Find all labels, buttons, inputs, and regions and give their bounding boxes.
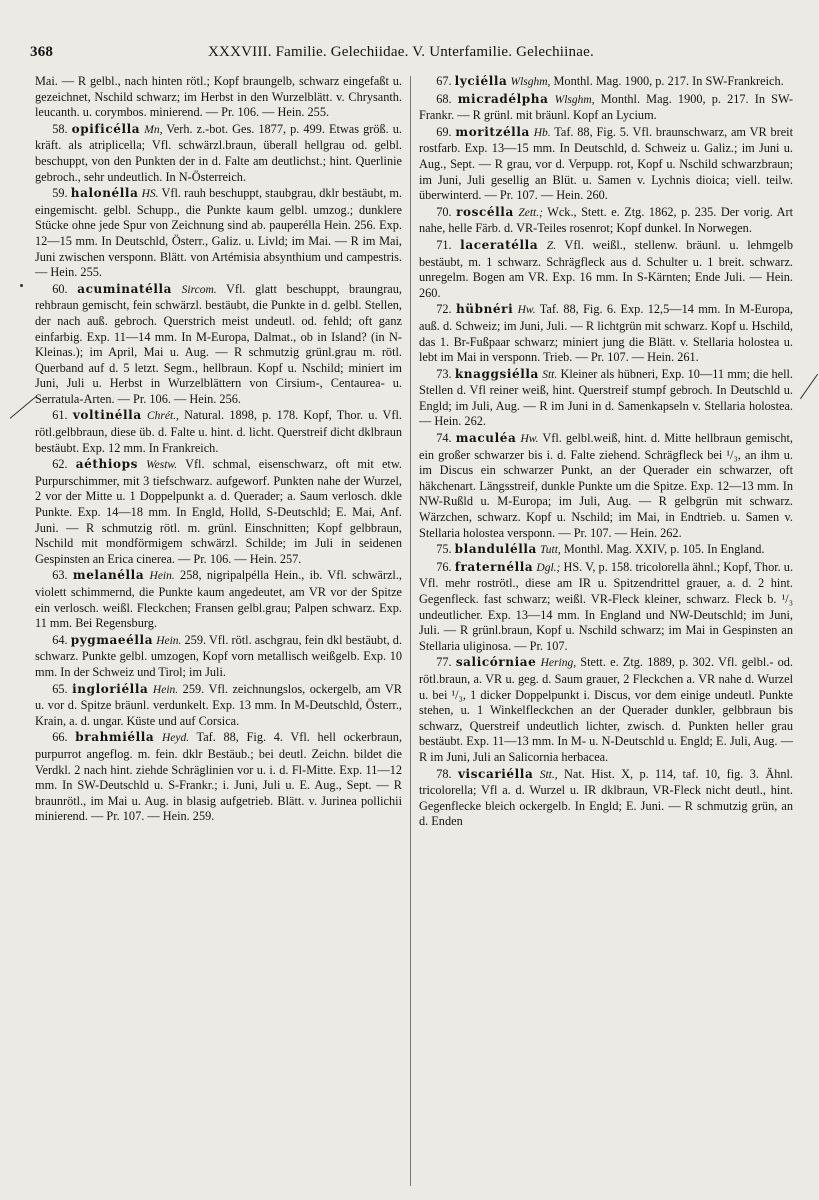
entry-text: Nat. Hist. X, p. 114, taf. 10, fig. 3. Ähnl. tricolorella; Vfl a. d. Wurzel u. IR dklbraun, VR-Fleck nicht deutl., hint. Gegenflecke bleich ockergelb. In Engld; E. Juni. — R schmutzig grün, an d. Enden	[419, 766, 793, 829]
author-citation: Hein.	[152, 683, 179, 696]
author-citation: HS.	[141, 188, 159, 201]
entry-text: HS. V, p. 158. tricolorella ähnl.; Kopf, Thor. u. Vfl. mehr roströtl., diese am IR u. Spitzendrittel grauer, a. d. 2 hint. Gegenfleck. fast schwarz; weißl. VR-Fleck kleiner, schwarz. Fleck b. ¹/₃ undeutlicher. Exp. 13—14 mm. In England und NW-Deutschld; im Juni, Juli. — R grünl.braun, Kopf u. Nschild schwarz; im Mai in Gespinsten an Stellaria uliginosa. — Pr. 107.	[419, 559, 794, 653]
entry-text: Mai. — R gelbl., nach hinten rötl.; Kopf braungelb, schwarz eingefaßt u. gezeichnet, Nschild schwarz; im Herbst in den Wurzelblätt. v. Chrysanth. leucanth. u. corymbos. minierend. — Pr. 106. — Hein. 255.	[35, 74, 402, 120]
author-citation: Sircom.	[181, 283, 217, 296]
species-name: pygmaeélla	[70, 632, 154, 647]
entry-text: 259. Vfl. zeichnungslos, ockergelb, am VR u. vor d. Spitze bräunl. verdunkelt. Exp. 13 mm. In M-Deutschld, Österr., Krain, a. d. ungar. Küste und auf Corsica.	[35, 681, 403, 728]
author-citation: Chrét.,	[146, 410, 179, 423]
entry-number: 71.	[436, 237, 452, 252]
entry-number: 63.	[52, 568, 68, 583]
entry-text: Monthl. Mag. XXIV, p. 105. In England.	[560, 542, 765, 557]
species-name: moritzélla	[455, 124, 530, 139]
species-entry	[419, 238, 793, 301]
species-name: opificélla	[71, 121, 141, 136]
entry-text: Wck., Stett. e. Ztg. 1862, p. 235. Der vorig. Art nahe, helle Färb. d. VR-Teiles rosenrot; Kopf dunkel. In Norwegen.	[419, 204, 794, 236]
entry-text: Monthl. Mag. 1900, p. 217. In SW-Frankr. — R grünl. mit bräunl. Kopf an Lycium.	[419, 91, 794, 123]
entry-number: 64.	[52, 632, 68, 647]
margin-pencil-mark	[800, 374, 818, 399]
entry-number: 59.	[52, 186, 68, 201]
species-entry	[35, 682, 402, 730]
species-entry	[419, 655, 793, 765]
entry-text: Vfl. rauh beschuppt, staubgrau, dklr bestäubt, m. eingemischt. gelbl. Schupp., die Punkte kaum gelbl. umzog.; dunklere Stücke ohne jede Spur von Zeichnung sind ab. pauperélla Hein. 256. Exp. 12—15 mm. In Deutschld, Österr., Galiz. u. Livld; im Mai. — R im Mai, Juni zwischen versponn. Blätt. von Artémisia absynthium und campestris. — Hein. 255.	[35, 186, 403, 280]
author-citation: Heyd.	[161, 732, 190, 745]
left-column	[35, 74, 402, 825]
author-citation: Z.	[546, 239, 557, 252]
entry-number: 60.	[52, 281, 68, 296]
species-entry	[419, 205, 793, 237]
page-number: 368	[30, 44, 54, 60]
author-citation: Hein.	[149, 570, 175, 583]
species-entry	[35, 74, 402, 121]
author-citation: Dgl.;	[536, 561, 561, 574]
species-entry	[419, 367, 793, 430]
entry-number: 67.	[436, 74, 452, 88]
species-name: laceratélla	[460, 237, 539, 252]
species-entry	[35, 568, 402, 631]
species-entry	[419, 302, 793, 365]
species-entry	[35, 282, 402, 408]
margin-pencil-mark	[10, 396, 37, 419]
species-entry	[35, 122, 402, 185]
author-citation: Wlsghm,	[554, 93, 595, 106]
entry-number: 76.	[436, 559, 452, 574]
author-citation: Hering,	[540, 657, 577, 670]
entry-text: Vfl. schmal, eisenschwarz, oft mit etw. Purpurschimmer, mit 3 tiefschwarz. aufgeworf. Punkten nahe der Wurzel, 2 vor der Mitte u. 1 Doppelpunkt a. d. Querader; a. Saum verlosch. dkle Punkte. Exp. 14—18 mm. In Engld, Holld, S-Deutschld; E. Mai, Anf. Juni. — R schmutzig rötl. m. grünl. Einschnitten; Kopf gelbbraun, Nschild mit mondförmigem schwärzl. Schilde; im Juli in seidenen Gespinsten an Erica cinerea. — Pr. 106. — Hein. 257.	[35, 457, 402, 566]
species-name: aéthiops	[75, 457, 138, 472]
entry-number: 61.	[52, 408, 68, 423]
entry-number: 74.	[436, 431, 452, 446]
entry-number: 58.	[52, 121, 68, 136]
species-name: knaggsiélla	[454, 366, 539, 381]
entry-text: Kleiner als hübneri, Exp. 10—11 mm; die hell. Stellen d. Vfl reiner weiß, hint. Querstreif stumpf gebroch. In Deutschld u. Engld; im Juli, Aug. — R im Juni in d. Samenkapseln v. Stellaria holostea. — Hein. 262.	[419, 366, 793, 429]
entry-text: Verh. z.-bot. Ges. 1877, p. 499. Etwas größ. u. kräft. als atriplicella; Vfl. schwärzl.braun, überall hellgrau od. gelbl. beschuppt, von den Punkten der in d. Falte am deutlichst.; hint. Querlinie gebroch., sehr undeutlich. In N-Österreich.	[35, 121, 402, 184]
author-citation: Stt.	[542, 368, 558, 381]
species-entry	[419, 431, 793, 541]
page-header	[30, 44, 800, 68]
running-title: XXXVIII. Familie. Gelechiidae. V. Unterfamilie. Gelechiinae.	[208, 44, 594, 60]
author-citation: Wlsghm,	[510, 76, 551, 88]
species-name: micradélpha	[457, 91, 549, 106]
entry-text: 258, nigripalpélla Hein., ib. Vfl. schwärzl., violett schimmernd, die Punkte kaum angedeutet, am VR vor der Spitze ein verlosch. weißl. Fleckchen; Fransen gelbl.grau; Palpen schwarz. Exp. 11 mm. Bei Regensburg.	[35, 568, 402, 631]
entry-text: 259. Vfl. rötl. aschgrau, fein dkl bestäubt, d. schwarz. Punkte gelbl. umzogen, Kopf vorn metallisch weißgelb. Exp. 10 mm. In der Schweiz und Tirol; im Juli.	[35, 632, 403, 679]
species-name: acuminatélla	[77, 281, 173, 296]
entry-number: 72.	[436, 302, 452, 317]
author-citation: Hw.	[520, 433, 539, 446]
entry-text: Stett. e. Ztg. 1889, p. 302. Vfl. gelbl.- od. rötl.braun, a. VR u. geg. d. Saum grauer, 2 Fleckchen a. VR nahe d. Wurzel u. bei ¹/₃, 1 dicker Doppelpunkt i. Discus, vor dem einige undeutl. Punkte stehen, u. 1 Winkelfleckchen an der Querader dunkler, gelbbraun bis schwarz, Querstreif undeutlich lichter, zwisch. d. Punkten heller grau bestäubt. Exp. 11—13 mm. In M- u. N-Deutschld u. Engld; E. Juli, Aug. — R im Juni, Juli an Salicornia herbacea.	[419, 655, 794, 764]
entry-number: 78.	[436, 766, 452, 781]
entry-number: 77.	[436, 655, 452, 670]
entry-number: 66.	[52, 730, 68, 745]
margin-dot	[20, 284, 23, 287]
species-name: roscélla	[456, 204, 514, 219]
species-name: voltinélla	[72, 408, 142, 423]
entry-text: Taf. 88, Fig. 6. Exp. 12,5—14 mm. In M-Europa, auß. d. Schweiz; im Juni, Juli. — R lichtgrün mit schwarz. Kopf u. Hschild, das 1. Br-Fußpaar schwarz; miniert jung die Blätt. v. Stellaria holostea u. lebt im Mai in versponn. Trieb. — Pr. 107. — Hein. 261.	[419, 302, 793, 365]
entry-text: Taf. 88, Fig. 4. Vfl. hell ockerbraun, purpurrot angeflog. m. fein. dklr Bestäub.; bei deutl. Zeichn. bildet die Verdkl. 2 nach hint. ziehde Schräglinien vor u. i. d. Fl-Mitte. Exp. 11—12 mm. In SW-Deutschld u. S-Frankr.; i. Juni, Juli u. E. Aug., Sept. — R braunrötl., im Mai u. Aug. in blasig aufgetrieb. Blätt. v. Jurinea pollichii minierend. — Pr. 107. — Hein. 259.	[35, 730, 403, 824]
species-entry	[419, 767, 793, 830]
entry-text: Vfl. glatt beschuppt, braungrau, rehbraun gemischt, fein schwärzl. bestäubt, die Punkte in d. gelbl. Stellen, der nach auß. gebroch. Querstrich meist undeutl. od. fehld; oft ganz einfarbig. Exp. 11—14 mm. In M-Europa, Dalmat., ob in Island? (in N-Kleinas.); im April, Mai u. Aug. — R schmutzig grünl.grau m. rötl. Querband auf d. 5 letzt. Segm., hellbraun. Kopf u. Nschild; miniert im Juni, Juli u. Herbst in Wurzelblättern von Cirsium-, Centaurea- u. Serratula-Arten. — Pr. 106. — Hein. 256.	[35, 281, 402, 406]
species-entry	[35, 730, 402, 825]
species-name: fraternélla	[454, 559, 534, 574]
entry-number: 68.	[436, 91, 452, 106]
author-citation: Tutt,	[540, 544, 561, 557]
species-name: viscariélla	[457, 766, 534, 781]
column-divider	[410, 76, 411, 1186]
species-entry	[419, 560, 793, 655]
author-citation: Hein.	[156, 634, 182, 647]
species-entry	[35, 633, 402, 681]
species-name: hübnéri	[455, 302, 514, 317]
entry-number: 65.	[52, 681, 68, 696]
species-name: halonélla	[70, 186, 139, 201]
author-citation: Mn,	[144, 123, 163, 136]
author-citation: Hb.	[533, 126, 551, 139]
species-entry	[35, 408, 402, 456]
species-entry	[419, 542, 793, 559]
entry-text: Monthl. Mag. 1900, p. 217. In SW-Frankreich.	[550, 74, 784, 88]
entry-text: Natural. 1898, p. 178. Kopf, Thor. u. Vfl. rötl.gelbbraun, diese üb. d. Falte u. hint. d. licht. Querstreif dicht dklbraun bestäubt. Exp. 12 mm. In Frankreich.	[35, 408, 402, 455]
entry-number: 62.	[52, 457, 68, 472]
species-name: blandulélla	[454, 542, 537, 557]
entry-number: 70.	[436, 204, 452, 219]
species-entry	[419, 92, 793, 124]
species-name: brahmiélla	[75, 730, 155, 745]
species-name: ingloriélla	[72, 681, 149, 696]
species-entry	[419, 125, 793, 204]
species-entry	[419, 74, 793, 91]
right-column	[419, 74, 793, 830]
species-entry	[35, 186, 402, 281]
entry-text: Vfl. weißl., stellenw. bräunl. u. lehmgelb bestäubt, m. 1 schwarz. Schrägfleck aus d. Schulter u. 1 breit. schwarz. unregelm. Bogen am VR. Exp. 16 mm. In S-Kärnten; Ende Juli. — Hein. 260.	[419, 237, 793, 300]
entry-text: Taf. 88, Fig. 5. Vfl. braunschwarz, am VR breit rostfarb. Exp. 13—15 mm. In Deutschld, d. Schweiz u. Galiz.; im Juni u. Aug., Sept. — R grau, vor d. Verpupp. rot, Kopf u. Nschild schwarzbraun; im Juni, Juli gesellig an Blüt. u. Samen v. Lychnis dioica; viell. teilw. überwinterd. — Pr. 107. — Hein. 260.	[419, 124, 793, 203]
species-name: maculéa	[455, 431, 517, 446]
species-entry	[35, 457, 402, 567]
entry-number: 73.	[436, 366, 452, 381]
entry-text: Vfl. gelbl.weiß, hint. d. Mitte hellbraun gemischt, ein großer schwarzer bis i. d. Falte ziehend. Schrägfleck bei ¹/₃, an ihm u. im Discus ein schwarzer Punkt, an der Querader ein schwarzer, oft häkchenart. Längsstreif, dunkle Punkte um die Spitze. Exp. 12—13 mm. In NW-Rußld u. M-Europa; im Juli, Aug. — R gelbgrün mit schwarz. Wärzchen, schwarz. Kopf u. Nschild; im Mai, in Endtrieb. u. Samen v. Stellaria holostea versponn. — Pr. 107. — Hein. 262.	[419, 431, 793, 540]
author-citation: Stt.,	[539, 768, 558, 781]
author-citation: Westw.	[146, 459, 178, 472]
entry-number: 69.	[436, 124, 452, 139]
species-name: salicórniae	[455, 655, 537, 670]
author-citation: Hw.	[517, 304, 536, 317]
species-name: lyciélla	[454, 74, 508, 88]
entry-number: 75.	[436, 542, 452, 557]
author-citation: Zett.;	[518, 206, 543, 219]
species-name: melanélla	[72, 568, 145, 583]
